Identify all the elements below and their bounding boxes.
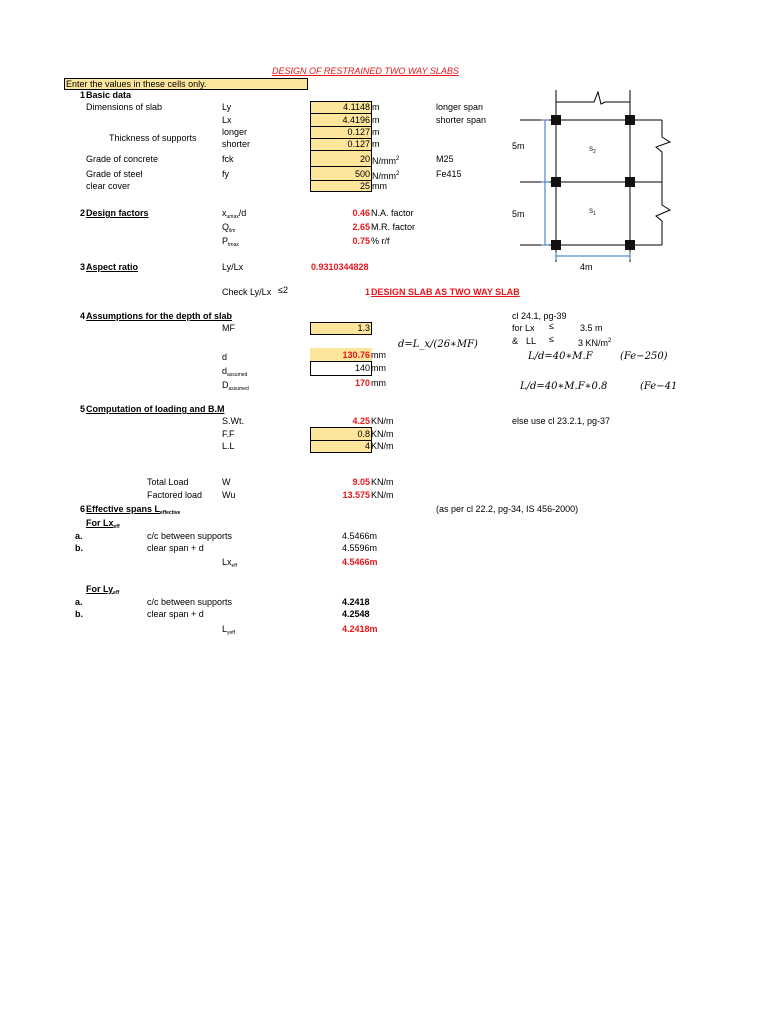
section-4-number: 4 <box>79 311 85 321</box>
symbol-wu: Wu <box>222 490 236 500</box>
column <box>625 177 635 187</box>
dimension-lines <box>541 120 630 260</box>
lx-input[interactable]: 4.4196 <box>342 115 370 125</box>
thickness-label: Thickness of supports <box>109 133 197 143</box>
clear-cover-label: clear cover <box>86 181 131 191</box>
dimension-4m: 4m <box>580 262 593 272</box>
ref-for-lx: for Lx <box>512 323 535 333</box>
rf-percent-label: % r/f <box>371 236 390 246</box>
symbol-mf: MF <box>222 323 235 333</box>
symbol-ff: F.F <box>222 429 235 439</box>
ref-le-symbol: ≤ <box>549 321 554 331</box>
formula-ld-fe250: L/d=40∗M.F <box>528 351 593 362</box>
unit-m: m <box>372 127 380 137</box>
unit-m: m <box>372 115 380 125</box>
total-load-value: 9.05 <box>352 477 370 487</box>
section-6-heading: Effective spans $L_{effective}$ <box>86 504 181 516</box>
na-factor-label: N.A. factor <box>371 208 414 218</box>
symbol-xumax-d: $x_{umax}/d$ <box>222 208 247 220</box>
symbol-swt: S.Wt. <box>222 416 244 426</box>
symbol-D-assumed: $D_{assumed}$ <box>222 380 249 392</box>
mf-input[interactable]: 1.3 <box>357 323 370 333</box>
symbol-qlim: $Q_{lim}$ <box>222 222 236 234</box>
mr-factor-label: M.R. factor <box>371 222 416 232</box>
symbol-ll: L.L <box>222 441 235 451</box>
formula-fe415-label: (Fe−41 <box>640 381 678 392</box>
d-assumed-input[interactable]: 140 <box>354 363 370 373</box>
unit-kn-m: KN/m <box>371 429 394 439</box>
ly-input[interactable]: 4.1148 <box>343 102 370 112</box>
factored-load-label: Factored load <box>147 490 203 500</box>
symbol-ly-eff: $L_{yeff}$ <box>222 624 235 636</box>
dimensions-label: Dimensions of slab <box>86 102 163 112</box>
longer-support-input[interactable]: 0.127 <box>347 127 370 137</box>
column <box>551 177 561 187</box>
note-m25: M25 <box>436 154 454 164</box>
cover-input[interactable]: 25 <box>359 181 370 191</box>
unit-m: m <box>372 139 380 149</box>
symbol-lx-eff: $Lx_{eff}$ <box>222 557 237 569</box>
D-assumed-value: 170 <box>354 378 370 388</box>
unit-kn-m: KN/m <box>371 490 394 500</box>
unit-m: m <box>372 102 380 112</box>
column <box>551 115 561 125</box>
symbol-lx: Lx <box>222 115 232 125</box>
ly-eff-value: 4.2418m <box>342 624 378 634</box>
symbol-ptmax: $P_{tmax}$ <box>222 236 239 248</box>
section-6-number: 6 <box>79 504 85 514</box>
slab-label-s1: $S_1$ <box>589 209 596 217</box>
instruction-text: Enter the values in these cells only. <box>66 79 207 89</box>
is456-reference: (as per cl 22.2, pg-34, IS 456-2000) <box>436 504 579 514</box>
ly-clear-span-value: 4.2548 <box>342 609 370 619</box>
symbol-fy: fy <box>222 169 230 179</box>
ref-3kn: 3 $KN/m^2$ <box>578 338 612 348</box>
d-value: 130.76 <box>342 350 370 360</box>
symbol-shorter: shorter <box>222 139 251 149</box>
section-1-number: 1 <box>79 90 85 100</box>
result-flag: 1 <box>364 287 370 297</box>
symbol-ly: Ly <box>222 102 232 112</box>
unit-kn-m: KN/m <box>371 477 394 487</box>
slab-grid-lines <box>520 90 670 262</box>
ref-clause-24-1: cl 24.1, pg-39 <box>512 311 567 321</box>
formula-depth: d=L_x/(26∗MF) <box>398 339 478 350</box>
break-line-right-upper <box>656 120 670 182</box>
unit-mm: mm <box>372 181 387 191</box>
grade-steel-label: Grade of steel <box>86 169 143 179</box>
formula-ld-fe415: L/d=40∗M.F∗0.8 <box>520 381 608 392</box>
unit-mm: mm <box>371 363 386 373</box>
section-4-heading: Assumptions for the depth of slab <box>86 311 233 321</box>
section-2-number: 2 <box>79 208 85 218</box>
for-ly-eff-heading: For $Ly_{eff}$ <box>86 584 120 596</box>
column <box>551 240 561 250</box>
two-way-slab-result: DESIGN SLAB AS TWO WAY SLAB <box>371 287 520 297</box>
item-marker-b: b. <box>75 543 83 553</box>
section-1-heading: Basic data <box>86 90 132 100</box>
total-load-label: Total Load <box>147 477 189 487</box>
item-marker-b: b. <box>75 609 83 619</box>
floor-finish-input[interactable]: 0.8 <box>357 429 370 439</box>
lx-cc-label: c/c between supports <box>147 531 233 541</box>
column <box>625 240 635 250</box>
item-marker-a: a. <box>75 597 83 607</box>
grade-concrete-label: Grade of concrete <box>86 154 159 164</box>
dimension-5m-upper: 5m <box>512 141 525 151</box>
break-line-top <box>556 92 630 104</box>
dimension-5m-lower: 5m <box>512 209 525 219</box>
symbol-d-assumed: $d_{assumed}$ <box>222 366 248 378</box>
check-symbol: ≤2 <box>278 285 288 295</box>
fck-input[interactable]: 20 <box>359 154 370 164</box>
ref-and: & <box>512 336 519 346</box>
for-lx-eff-heading: For $Lx_{eff}$ <box>86 518 120 530</box>
ly-cc-value: 4.2418 <box>342 597 370 607</box>
ref-3-5m: 3.5 m <box>580 323 603 333</box>
xumax-value: 0.46 <box>352 208 370 218</box>
live-load-input[interactable]: 4 <box>364 441 370 451</box>
unit-mm: mm <box>371 350 386 360</box>
fy-input[interactable]: 500 <box>354 169 370 179</box>
ly-cc-label: c/c between supports <box>147 597 233 607</box>
check-label: Check Ly/Lx <box>222 287 272 297</box>
lx-clear-span-value: 4.5596m <box>342 543 378 553</box>
section-5-heading: Computation of loading and B.M <box>86 404 225 414</box>
ly-clear-span-label: clear span + d <box>147 609 204 619</box>
unit-nmm2: $N/mm^2$ <box>372 156 400 166</box>
item-marker-a: a. <box>75 531 83 541</box>
section-3-heading: Aspect ratio <box>86 262 139 272</box>
section-2-heading: Design factors <box>86 208 149 218</box>
ref-le-symbol: ≤ <box>549 334 554 344</box>
unit-kn-m: KN/m <box>371 416 394 426</box>
symbol-d: d <box>222 352 228 362</box>
symbol-fck: fck <box>222 154 234 164</box>
unit-mm: mm <box>371 378 386 388</box>
column <box>625 115 635 125</box>
ptmax-value: 0.75 <box>352 236 370 246</box>
section-5-number: 5 <box>79 404 85 414</box>
self-weight-value: 4.25 <box>352 416 370 426</box>
section-3-number: 3 <box>79 262 85 272</box>
lx-clear-span-label: clear span + d <box>147 543 204 553</box>
symbol-ly-lx: Ly/Lx <box>222 262 244 272</box>
unit-kn-m: KN/m <box>371 441 394 451</box>
unit-nmm2: $N/mm^2$ <box>372 171 400 181</box>
note-fe415: Fe415 <box>436 169 462 179</box>
note-shorter-span: shorter span <box>436 115 487 125</box>
ref-ll: LL <box>526 336 537 346</box>
symbol-w: W <box>222 477 231 487</box>
formula-fe250-label: (Fe−250) <box>620 351 668 362</box>
aspect-ratio-value: 0.9310344828 <box>311 262 369 272</box>
factored-load-value: 13.575 <box>342 490 370 500</box>
lx-eff-value: 4.5466m <box>342 557 378 567</box>
qlim-value: 2.65 <box>352 222 370 232</box>
lx-cc-value: 4.5466m <box>342 531 378 541</box>
note-longer-span: longer span <box>436 102 484 112</box>
slab-label-s2: $S_2$ <box>589 147 596 155</box>
break-line-right-lower <box>656 182 670 245</box>
shorter-support-input[interactable]: 0.127 <box>347 139 370 149</box>
symbol-longer: longer <box>222 127 248 137</box>
else-clause-note: else use cl 23.2.1, pg-37 <box>512 416 611 426</box>
page-title: DESIGN OF RESTRAINED TWO WAY SLABS <box>272 66 459 76</box>
